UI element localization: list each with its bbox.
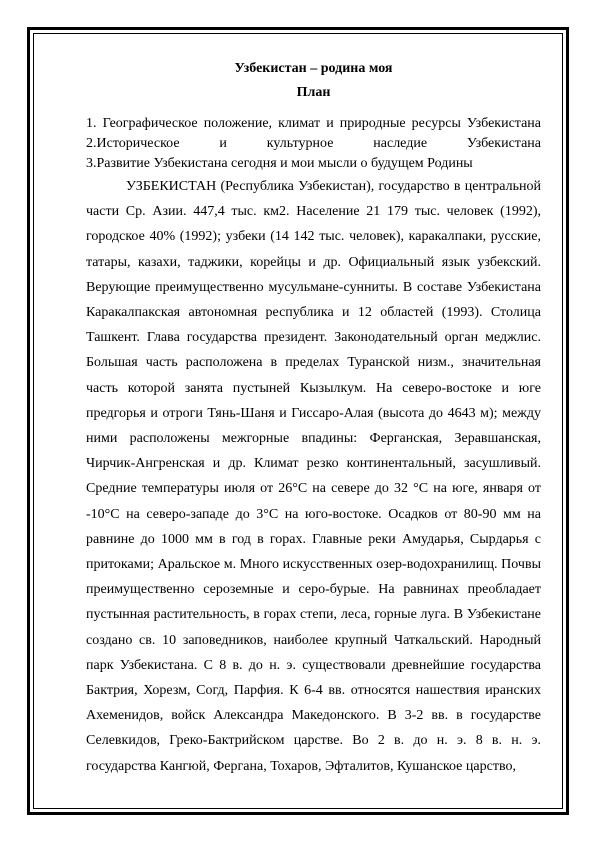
plan-item-2: 2.Историческое и культурное наследие Узбекистана (86, 136, 541, 151)
plan-item-3: 3.Развитие Узбекистана сегодня и мои мысли о будущем Родины (86, 156, 473, 171)
body-paragraph: УЗБЕКИСТАН (Республика Узбекистан), государство в центральной части Ср. Азии. 447,4 тыс. км2. Население 21 179 тыс. человек (1992), городское 40% (1992); узбеки (14 142 тыс. человек), каракалпаки, русские, татары, казахи, таджики, корейцы и др. Официальный язык узбекский. Верующие преимущественно мусульмане-сунниты. В составе Узбекистана Каракалпакская автономная республика и 12 областей (1993). Столица Ташкент. Глава государства президент. Законодательный орган меджлис. Большая часть расположена в пределах Туранской низм., значительная часть которой занята пустыней Кызылкум. На северо-востоке и юге предгорья и отроги Тянь-Шаня и Гиссаро-Алая (высота до 4643 м); между ними расположены межгорные впадины: Ферганская, Зеравшанская, Чирчик-Ангренская и др. Климат резко континентальный, засушливый. Средние температуры июля от 26°С на севере до 32 °С на юге, января от -10°С на северо-западе до 3°С на юго-востоке. Осадков от 80-90 мм на равнине до 1000 мм в год в горах. Главные реки Амударья, Сырдарья с притоками; Аральское м. Много искусственных озер-водохранилищ. Почвы преимущественно сероземные и серо-бурые. На равнинах преобладает пустынная растительность, в горах степи, леса, горные луга. В Узбекистане создано св. 10 заповедников, наиболее крупный Чаткальский. Народный парк Узбекистана. С 8 в. до н. э. существовали древнейшие государства Бактрия, Хорезм, Согд, Парфия. К 6-4 вв. относятся нашествия иранских Ахеменидов, войск Александра Македонского. В 3-2 вв. в государстве Селевкидов, Греко-Бактрийском царстве. Во 2 в. до н. э. 8 в. н. э. государства Кангюй, Фергана, Тохаров, Эфталитов, Кушанское царство, (86, 179, 541, 774)
document-content (86, 60, 541, 779)
document-title: Узбекистан – родина моя (234, 61, 393, 76)
plan-heading: План (296, 85, 331, 100)
plan-item-1: 1. Географическое положение, климат и природные ресурсы Узбекистана (86, 116, 541, 131)
